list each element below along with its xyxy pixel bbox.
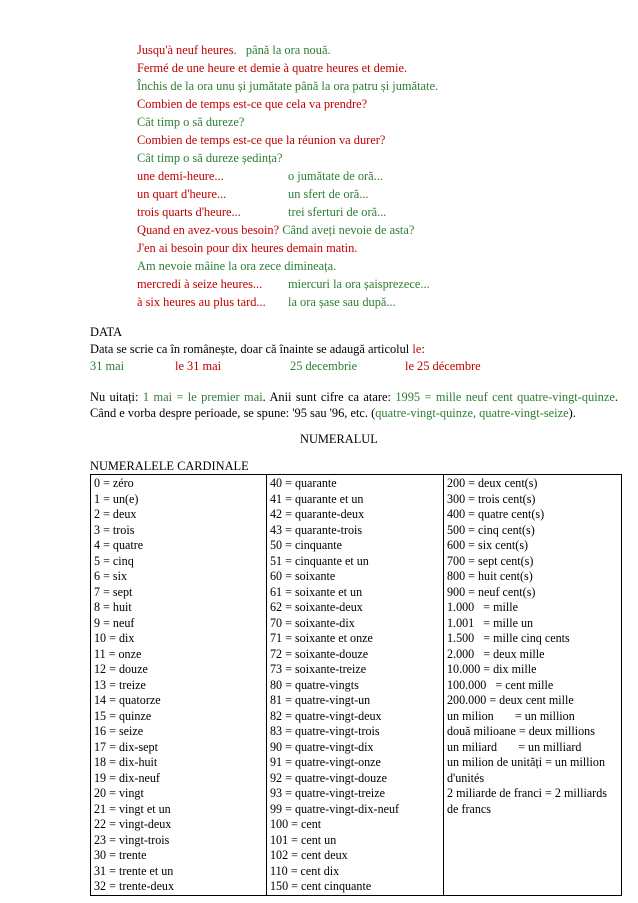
number-entry: 2 miliarde de franci = 2 milliards de francs [447, 786, 607, 816]
answer-fr: J'en ai besoin pour dix heures demain matin. [137, 241, 358, 255]
dialog-line-2: Fermé de une heure et demie à quatre heures et demie. [137, 61, 408, 75]
data-rule-colon: : [421, 342, 425, 356]
number-entry: 41 = quarante et un [270, 491, 364, 506]
number-entry: 61 = soixante et un [270, 584, 363, 599]
number-entry: 102 = cent deux [270, 848, 348, 862]
number-entry: 800 = huit cent(s) [447, 569, 533, 583]
number-entry: 12 = douze [94, 662, 148, 676]
number-entry: 10 = dix [94, 631, 135, 645]
number-entry: 6 = six [94, 569, 128, 583]
data-rule-article: le [412, 342, 422, 356]
number-entry: 99 = quatre-vingt-dix-neuf [270, 801, 400, 816]
number-entry: 1.001 = mille un [447, 615, 534, 630]
dialog-line-1 [137, 43, 331, 57]
number-entry: 4 = quatre [94, 538, 144, 552]
number-entry: 82 = quatre-vingt-deux [270, 708, 382, 723]
dialog-line-6: Combien de temps est-ce que la réunion va durer? [137, 133, 386, 147]
number-entry: un milion de unități = un million d'unités [447, 755, 605, 785]
question-line [137, 223, 414, 237]
date-example-1: 31 mai [90, 359, 125, 373]
number-entry: 93 = quatre-vingt-treize [270, 786, 385, 800]
number-entry: 400 = quatre cent(s) [447, 507, 545, 521]
number-entry: 73 = soixante-treize [270, 662, 367, 676]
data-rule-text: Data se scrie ca în românește, doar că înainte se adaugă articolul [90, 342, 410, 356]
number-entry: 16 = seize [94, 724, 144, 738]
number-entry: 51 = cinquante et un [270, 553, 369, 568]
question-ro: Când aveți nevoie de asta? [282, 223, 415, 237]
number-entry: 1.000 = mille [447, 600, 518, 614]
number-entry: 50 = cinquante [270, 538, 342, 552]
number-entry: 150 = cent cinquante [270, 879, 372, 893]
number-entry: 1 = un(e) [94, 491, 139, 506]
number-entry: 1.500 = mille cinq cents [447, 631, 570, 645]
number-entry: 7 = sept [94, 584, 133, 599]
number-entry: 83 = quatre-vingt-trois [270, 724, 380, 738]
number-entry: 14 = quatorze [94, 693, 161, 707]
number-entry: un miliard = un milliard [447, 739, 582, 754]
pair2-fr-2: à six heures au plus tard... [137, 295, 266, 309]
note-ex2: 1995 = mille neuf cent quatre-vingt-quinze [395, 390, 615, 404]
number-entry: 42 = quarante-deux [270, 507, 365, 521]
french-text: Jusqu'à neuf heures. [137, 43, 237, 57]
number-entry: 92 = quatre-vingt-douze [270, 770, 387, 785]
data-heading: DATA [90, 325, 123, 339]
number-entry: 300 = trois cent(s) [447, 491, 536, 506]
answer-ro: Am nevoie mâine la ora zece dimineața. [137, 259, 337, 273]
number-entry: 2 = deux [94, 507, 137, 521]
number-entry: 43 = quarante-trois [270, 522, 363, 537]
note-p2: . Anii sunt cifre ca atare: [262, 390, 391, 404]
data-rule [90, 342, 425, 356]
number-entry: 20 = vingt [94, 786, 144, 800]
number-entry: 101 = cent un [270, 832, 337, 847]
number-entry: două milioane = deux millions [447, 724, 595, 738]
dialog-line-4: Combien de temps est-ce que cela va prendre? [137, 97, 368, 111]
number-entry: 80 = quatre-vingts [270, 677, 359, 692]
number-entry: 900 = neuf cent(s) [447, 584, 536, 599]
numbers-column-1 [91, 475, 267, 896]
number-entry: 500 = cinq cent(s) [447, 522, 535, 537]
number-entry: 32 = trente-deux [94, 879, 175, 893]
pair-fr-1: une demi-heure... [137, 169, 224, 183]
number-entry: 15 = quinze [94, 708, 152, 723]
dialog-line-5: Cât timp o să dureze? [137, 115, 245, 129]
pair2-ro-1: miercuri la ora șaisprezece... [288, 277, 430, 291]
note-ex3: quatre-vingt-quinze, quatre-vingt-seize [375, 406, 569, 420]
number-entry: 22 = vingt-deux [94, 817, 172, 831]
number-entry: 100.000 = cent mille [447, 677, 554, 692]
number-entry: 40 = quarante [270, 476, 337, 490]
number-entry: 0 = zéro [94, 476, 134, 490]
number-entry: 19 = dix-neuf [94, 770, 160, 785]
section-title: NUMERALUL [300, 432, 378, 446]
number-entry: 31 = trente et un [94, 863, 174, 878]
number-entry: un milion = un million [447, 708, 575, 723]
number-entry: 13 = treize [94, 677, 146, 692]
question-fr: Quand en avez-vous besoin? [137, 223, 280, 237]
number-entry: 21 = vingt et un [94, 801, 171, 816]
number-entry: 100 = cent [270, 817, 322, 831]
romanian-text: până la ora nouă. [245, 43, 331, 57]
date-example-3: 25 decembrie [290, 359, 358, 373]
pair-ro-3: trei sferturi de oră... [288, 205, 387, 219]
number-entry: 3 = trois [94, 522, 135, 537]
pair2-fr-1: mercredi à seize heures... [137, 277, 263, 291]
number-entry: 200.000 = deux cent mille [447, 693, 574, 707]
pair2-ro-2: la ora șase sau după... [288, 295, 396, 309]
number-entry: 23 = vingt-trois [94, 832, 170, 847]
number-entry: 70 = soixante-dix [270, 615, 355, 630]
number-entry: 91 = quatre-vingt-onze [270, 755, 381, 769]
number-entry: 2.000 = deux mille [447, 646, 545, 661]
pair-fr-3: trois quarts d'heure... [137, 205, 241, 219]
number-entry: 60 = soixante [270, 569, 336, 583]
number-entry: 30 = trente [94, 848, 147, 862]
number-entry: 600 = six cent(s) [447, 538, 529, 552]
number-entry: 8 = huit [94, 600, 132, 614]
number-entry: 71 = soixante et onze [270, 631, 373, 645]
table-title: NUMERALELE CARDINALE [90, 459, 249, 473]
note-p4: ). [568, 406, 576, 420]
number-entry: 10.000 = dix mille [447, 662, 537, 676]
dialog-line-7: Cât timp o să dureze ședința? [137, 151, 283, 165]
pair-ro-2: un sfert de oră... [288, 187, 369, 201]
dialog-line-3: Închis de la ora unu și jumătate până la ora patru și jumătate. [137, 79, 439, 93]
cardinal-numbers-table [90, 474, 622, 896]
number-entry: 110 = cent dix [270, 863, 340, 878]
number-entry: 700 = sept cent(s) [447, 553, 534, 568]
date-example-2: le 31 mai [175, 359, 222, 373]
number-entry: 17 = dix-sept [94, 739, 158, 754]
note-ex1: 1 mai = le premier mai [142, 390, 263, 404]
number-entry: 62 = soixante-deux [270, 600, 363, 614]
number-entry: 5 = cinq [94, 553, 134, 568]
number-entry: 9 = neuf [94, 615, 135, 630]
number-entry: 18 = dix-huit [94, 755, 158, 769]
numbers-column-3 [444, 475, 622, 896]
pair-fr-2: un quart d'heure... [137, 187, 227, 201]
number-entry: 81 = quatre-vingt-un [270, 693, 371, 707]
note-paragraph [90, 389, 618, 421]
number-entry: 200 = deux cent(s) [447, 476, 538, 490]
pair-ro-1: o jumătate de oră... [288, 169, 383, 183]
date-example-4: le 25 décembre [405, 359, 481, 373]
number-entry: 72 = soixante-douze [270, 646, 369, 661]
note-p1: Nu uitați: [90, 390, 139, 404]
number-entry: 11 = onze [94, 646, 142, 661]
note-p3: . Când e vorba despre perioade, se spune: '95 sau '96, etc. ( [90, 390, 618, 420]
number-entry: 90 = quatre-vingt-dix [270, 739, 374, 754]
numbers-column-2 [267, 475, 444, 896]
table-row [91, 475, 622, 896]
